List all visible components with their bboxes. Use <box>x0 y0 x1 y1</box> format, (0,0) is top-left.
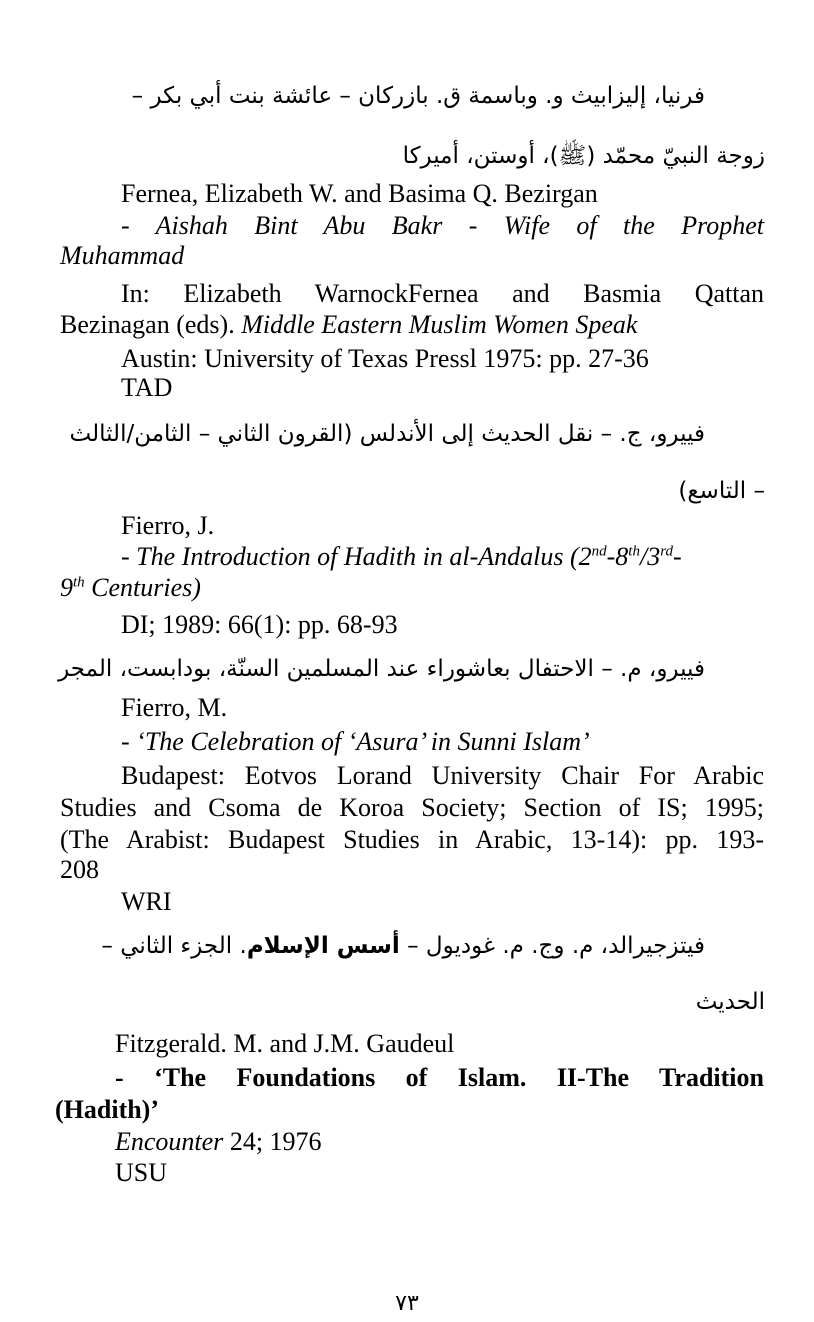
entry1-arabic-line1: فرنيا، إليزابيث و. وباسمة ق. بازركان – عائشة بنت أبي بكر – <box>131 83 705 109</box>
entry1-publisher: Austin: University of Texas Pressl 1975: pp. 27-36 <box>121 344 649 373</box>
entry2-sup-th2: th <box>73 574 85 591</box>
page-number: ٧٣ <box>395 1291 419 1316</box>
entry2-title-c: /3 <box>639 542 661 571</box>
entry2-sup-th: th <box>628 543 640 560</box>
entry1-title-line1: - Aishah Bint Abu Bakr - Wife of the Prophet <box>121 211 764 240</box>
entry1-in-line2 <box>60 309 637 341</box>
entry4-arabic-line1 <box>60 930 705 962</box>
entry1-title-line2: Muhammad <box>60 241 185 270</box>
entry4-arabic-b: . الجزء الثاني – <box>101 933 247 959</box>
entry4-title-line1: - ‘The Foundations of Islam. II-The Tradition <box>115 1063 764 1092</box>
entry1-arabic-line2: زوجة النبيّ محمّد (ﷺ)، أوستن، أميركا <box>402 143 765 169</box>
entry1-in-line2-book: Middle Eastern Muslim Women Speak <box>241 310 638 339</box>
entry4-arabic-line2: الحديث <box>695 989 765 1015</box>
entry3-pub-line3: (The Arabist: Budapest Studies in Arabic, 13-14): pp. 193- <box>60 825 764 854</box>
entry4-journal-name: Encounter <box>115 1127 224 1156</box>
entry2-author: Fierro, J. <box>121 511 215 540</box>
entry4-arabic-a: فيتزجيرالد، م. وج. م. غوديول – <box>399 933 705 959</box>
entry4-code: USU <box>115 1158 168 1187</box>
entry2-title2-a: 9 <box>60 573 73 602</box>
entry4-journal <box>115 1126 322 1158</box>
entry4-author: Fitzgerald. M. and J.M. Gaudeul <box>115 1029 455 1058</box>
entry3-pub-line4: 208 <box>60 855 99 884</box>
entry2-title-a: - The Introduction of Hadith in al-Andalus (2 <box>121 542 592 571</box>
entry4-journal-rest: 24; 1976 <box>223 1127 322 1156</box>
entry3-code: WRI <box>121 887 172 916</box>
entry3-pub-line2: Studies and Csoma de Koroa Society; Section of IS; 1995; <box>60 793 764 822</box>
entry1-in-line2-prefix: Bezinagan (eds). <box>60 310 235 339</box>
entry2-sup-rd: rd <box>660 543 673 560</box>
entry4-arabic-bold: أسس الإسلام <box>246 933 400 959</box>
entry2-title2-b: Centuries) <box>84 573 201 602</box>
entry3-author: Fierro, M. <box>121 693 228 722</box>
entry1-author: Fernea, Elizabeth W. and Basima Q. Bezirgan <box>121 179 598 208</box>
entry2-title-line2 <box>60 572 201 604</box>
entry2-publisher: DI; 1989: 66(1): pp. 68-93 <box>121 610 398 639</box>
entry2-arabic-line2: – التاسع) <box>678 478 765 504</box>
entry3-pub-line1: Budapest: Eotvos Lorand University Chair For Arabic <box>121 761 764 790</box>
entry3-title: - ‘The Celebration of ‘Asura’ in Sunni Islam’ <box>121 727 590 756</box>
entry1-code: TAD <box>121 373 173 402</box>
entry2-sup-nd: nd <box>591 543 607 560</box>
entry2-title-b: -8 <box>606 542 629 571</box>
entry1-in-line1: In: Elizabeth WarnockFernea and Basmia Qattan <box>121 279 764 308</box>
entry2-title-line1 <box>121 541 682 573</box>
entry2-arabic-line1: فييرو، ج. – نقل الحديث إلى الأندلس (القرون الثاني – الثامن/الثالث <box>69 421 705 447</box>
entry4-title-line2: (Hadith)’ <box>55 1095 159 1124</box>
entry2-title-d: - <box>672 542 682 571</box>
entry3-arabic-line1: فييرو، م. – الاحتفال بعاشوراء عند المسلمين السنّة، بودابست، المجر <box>58 656 705 682</box>
